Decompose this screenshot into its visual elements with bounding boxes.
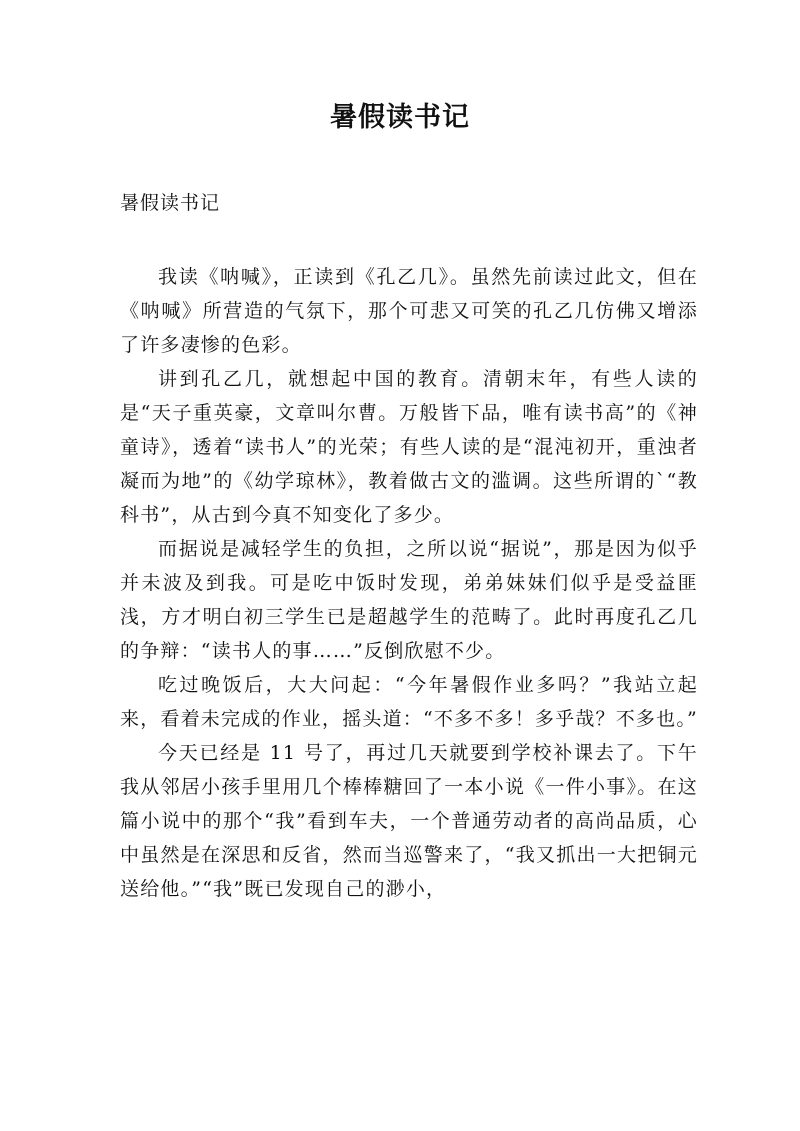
document-body (120, 260, 698, 906)
paragraph: 今天已经是 11 号了，再过几天就要到学校补课去了。下午我从邻居小孩手里用几个棒棒糖回了一本小说《一件小事》。在这篇小说中的那个“我”看到车夫，一个普通劳动者的高尚品质，心中虽然是在深思和反省，然而当巡警来了，“我又抓出一大把铜元送给他。”“我”既已发现自己的渺小， (120, 742, 698, 900)
paragraph: 吃过晚饭后，大大问起：“今年暑假作业多吗？”我站立起来，看着未完成的作业，摇头道：“不多不多！多乎哉？不多也。” (120, 674, 698, 730)
document-subtitle: 暑假读书记 (120, 192, 221, 214)
paragraph: 讲到孔乙几，就想起中国的教育。清朝末年，有些人读的是“天子重英豪，文章叫尔曹。万般皆下品，唯有读书高”的《神童诗》，透着“读书人”的光荣；有些人读的是“混沌初开，重浊者凝而为地”的《幼学琼林》，教着做古文的滥调。这些所谓的`“教科书”，从古到今真不知变化了多少。 (120, 368, 698, 526)
paragraph: 而据说是减轻学生的负担，之所以说“据说”，那是因为似乎并未波及到我。可是吃中饭时发现，弟弟妹妹们似乎是受益匪浅，方才明白初三学生已是超越学生的范畴了。此时再度孔乙几的争辩：“读书人的事……”反倒欣慰不少。 (120, 538, 698, 662)
document-title: 暑假读书记 (330, 102, 470, 133)
paragraph: 我读《呐喊》，正读到《孔乙几》。虽然先前读过此文，但在《呐喊》所营造的气氛下，那个可悲又可笑的孔乙几仿佛又增添了许多凄惨的色彩。 (120, 266, 698, 356)
